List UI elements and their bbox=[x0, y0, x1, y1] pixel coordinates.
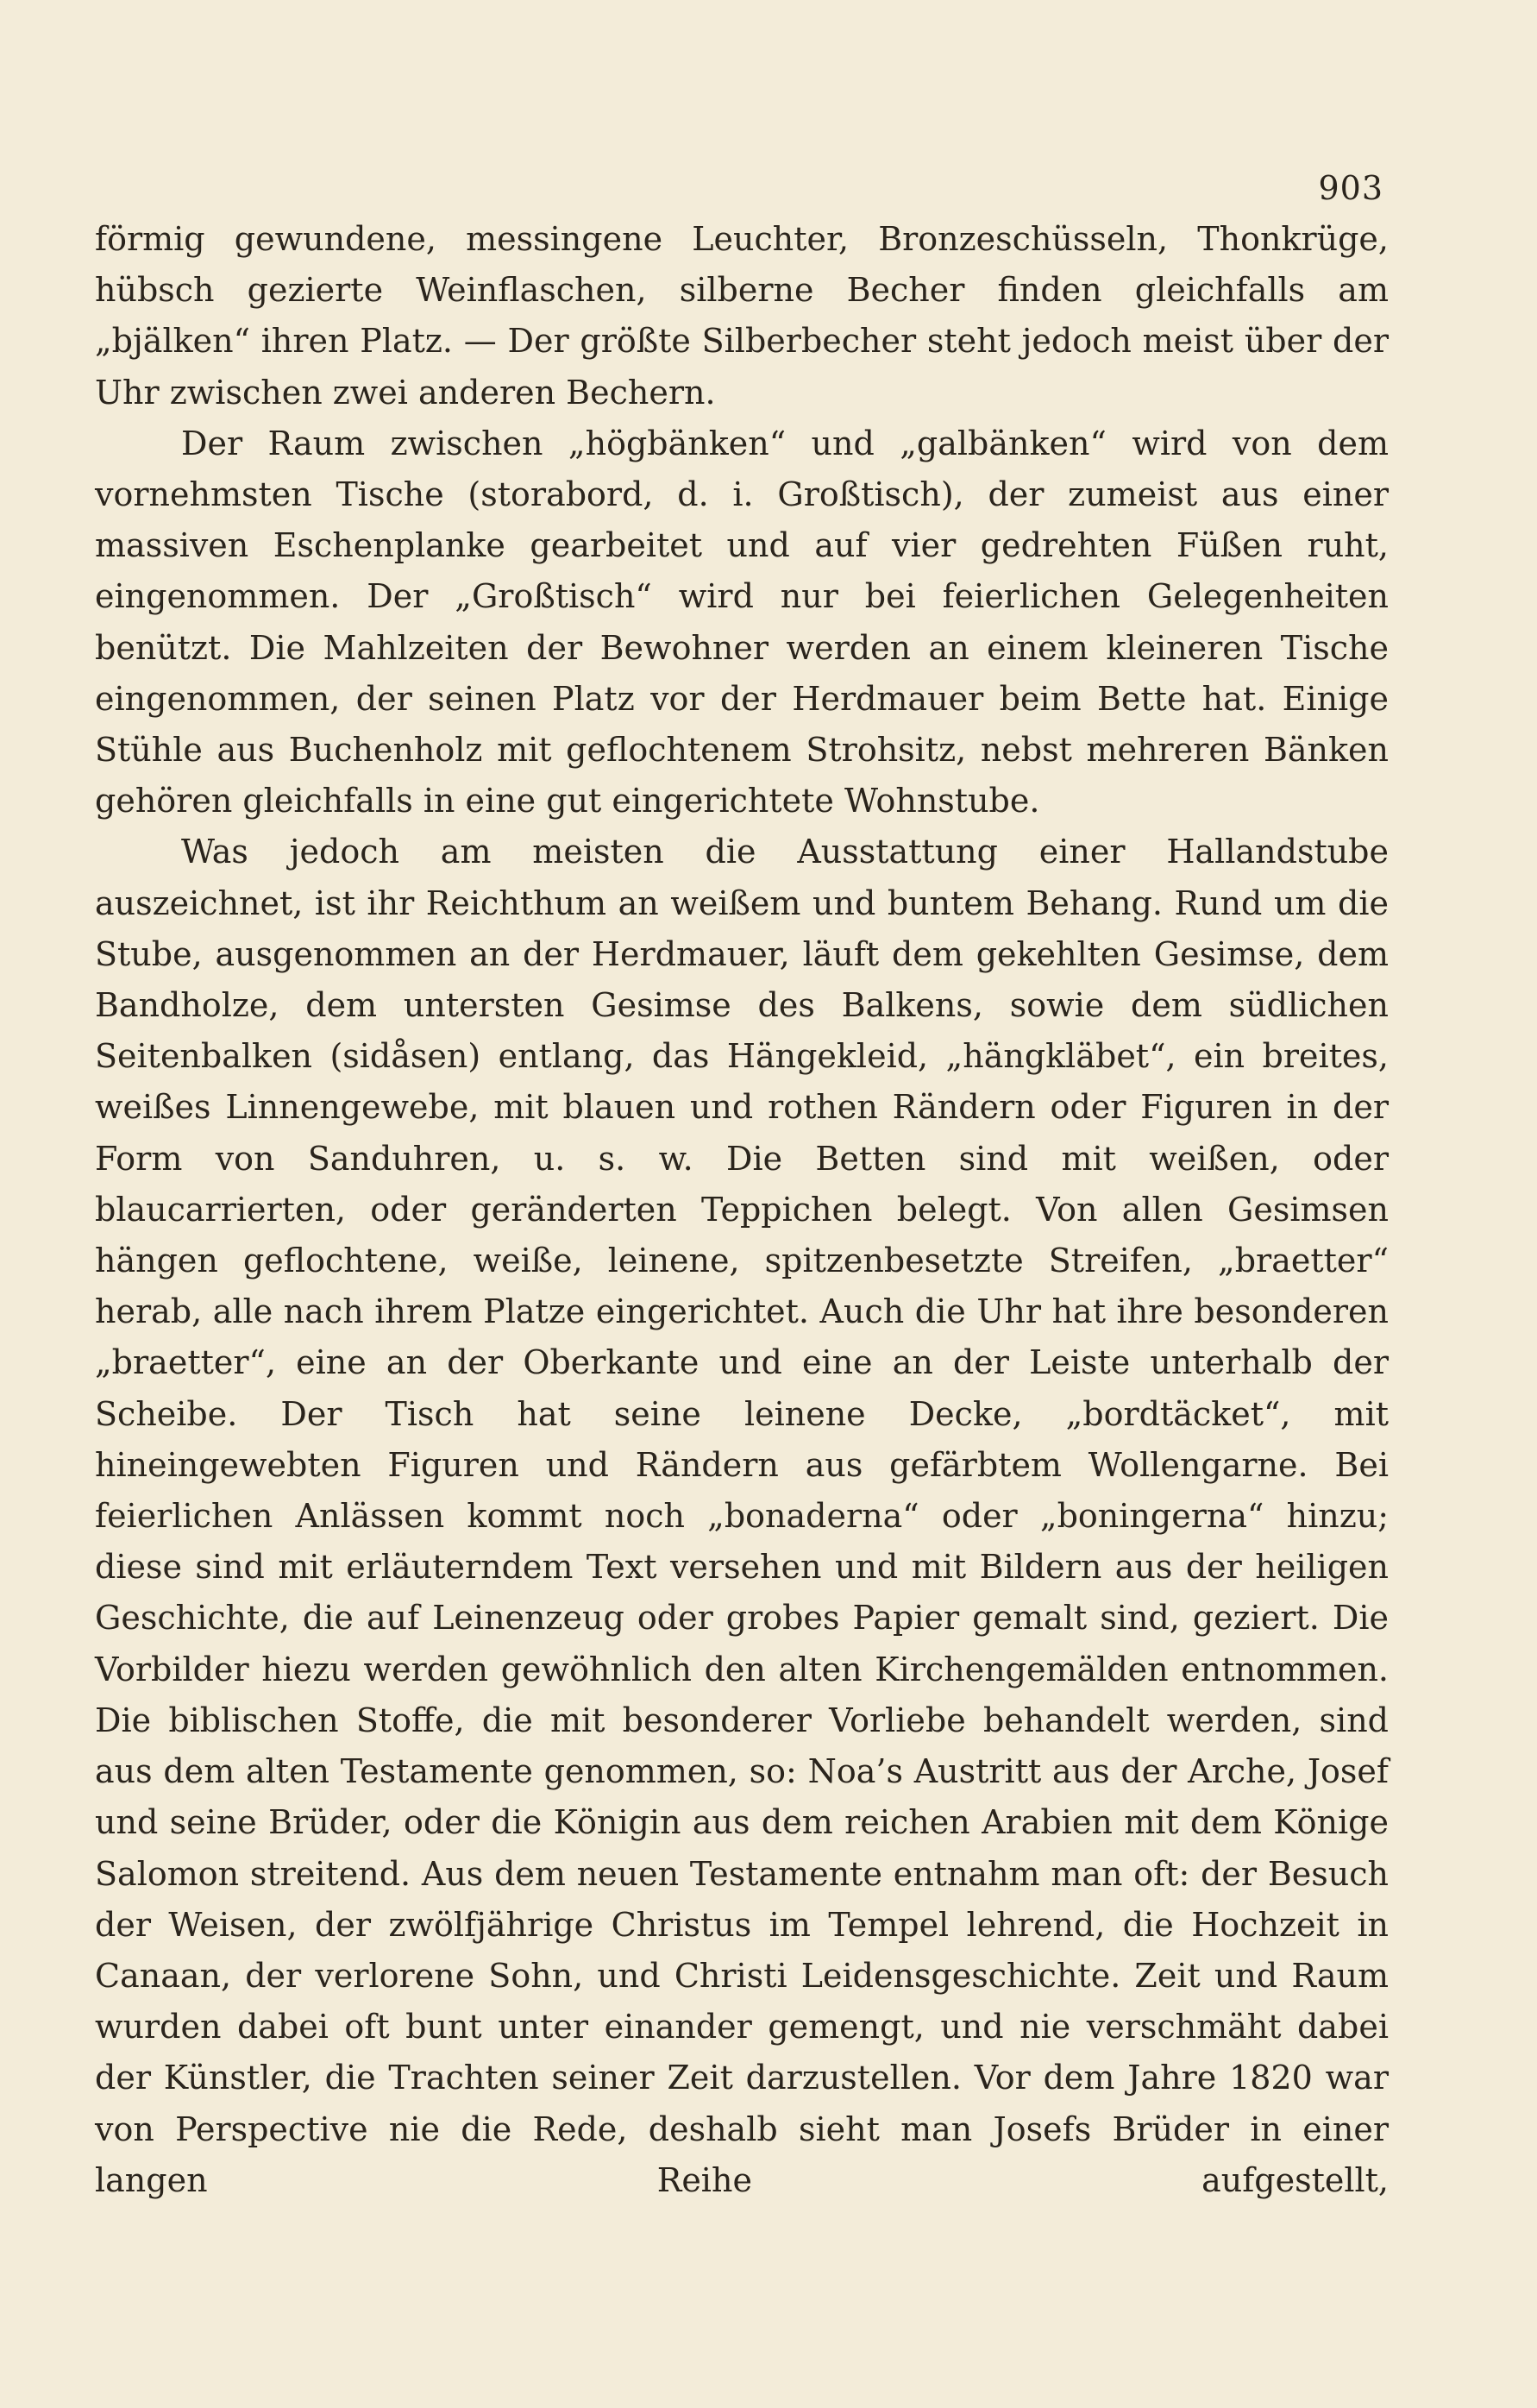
paragraph-table-description: Der Raum zwischen „högbänken“ und „galbänken“ wird von dem vornehmsten Tische (storabord, d. i. Großtisch), der zumeist aus einer massiven Eschenplanke gearbeitet und auf vier gedrehten Füßen ruht, eingenommen. Der „Großtisch“ wird nur bei feierlichen Gelegenheiten benützt. Die Mahlzeiten der Bewohner werden an einem kleineren Tische eingenommen, der seinen Platz vor der Herdmauer beim Bette hat. Einige Stühle aus Buchenholz mit geflochtenem Strohsitz, nebst mehreren Bänken gehören gleichfalls in eine gut eingerichtete Wohnstube. bbox=[95, 424, 1389, 820]
paragraph-hangings-description: Was jedoch am meisten die Ausstattung einer Hallandstube auszeichnet, ist ihr Reichthum an weißem und buntem Behang. Rund um die Stube, ausgenommen an der Herdmauer, läuft dem gekehlten Gesimse, dem Bandholze, dem untersten Gesimse des Balkens, sowie dem südlichen Seitenbalken (sidåsen) entlang, das Hängekleid, „hängkläbet“, ein breites, weißes Linnengewebe, mit blauen und rothen Rändern oder Figuren in der Form von Sanduhren, u. s. w. Die Betten sind mit weißen, oder blaucarrierten, oder geränderten Teppichen belegt. Von allen Gesimsen hängen geflochtene, weiße, leinene, spitzenbesetzte Streifen, „braetter“ herab, alle nach ihrem Platze eingerichtet. Auch die Uhr hat ihre besonderen „braetter“, eine an der Oberkante und eine an der Leiste unterhalb der Scheibe. Der Tisch hat seine leinene Decke, „bordtäcket“, mit hineingewebten Figuren und Rändern aus gefärbtem Wollengarne. Bei feierlichen Anlässen kommt noch „bonaderna“ oder „boningerna“ hinzu; diese sind mit erläuterndem Text versehen und mit Bildern aus der heiligen Geschichte, die auf Leinenzeug oder grobes Papier gemalt sind, geziert. Die Vorbilder hiezu werden gewöhnlich den alten Kirchengemälden entnommen. Die biblischen Stoffe, die mit besonderer Vorliebe behandelt werden, sind aus dem alten Testamente genommen, so: Noa’s Austritt aus der Arche, Josef und seine Brüder, oder die Königin aus dem reichen Arabien mit dem Könige Salomon streitend. Aus dem neuen Testamente entnahm man oft: der Besuch der Weisen, der zwölfjährige Christus im Tempel lehrend, die Hochzeit in Canaan, der verlorene Sohn, und Christi Leidensgeschichte. Zeit und Raum wurden dabei oft bunt unter einander gemengt, und nie verschmäht dabei der Künstler, die Trachten seiner Zeit darzustellen. Vor dem Jahre 1820 war von Perspective nie die Rede, deshalb sieht man Josefs Brüder in einer langen Reihe aufgestellt, bbox=[95, 833, 1389, 2199]
page-number: 903 bbox=[1318, 169, 1383, 207]
paragraph-continuation: förmig gewundene, messingene Leuchter, Bronzeschüsseln, Thonkrüge, hübsch gezierte Weinflaschen, silberne Becher finden gleichfalls am „bjälken“ ihren Platz. — Der größte Silberbecher steht jedoch meist über der Uhr zwischen zwei anderen Bechern. bbox=[95, 220, 1389, 412]
body-text bbox=[95, 214, 1389, 2206]
